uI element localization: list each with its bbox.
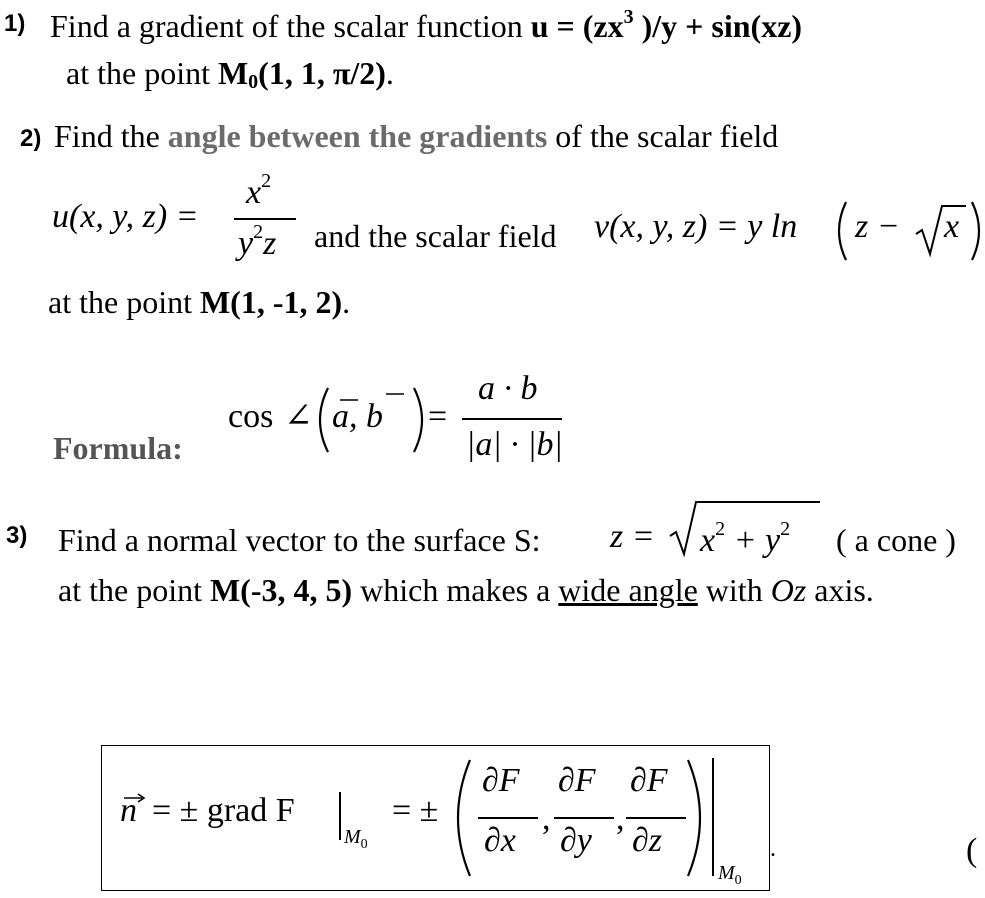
v-paren-expression xyxy=(830,196,984,266)
comma-2: , xyxy=(616,800,625,837)
cone-eq-lhs: z = xyxy=(610,518,655,555)
problem-3-with: with xyxy=(697,572,771,608)
problem-1-number: 1) xyxy=(4,10,26,37)
problem-2-line-1 xyxy=(54,118,778,155)
args-left-paren xyxy=(320,388,328,452)
v-inner: z − xyxy=(855,208,900,245)
args-right-paren xyxy=(414,388,422,452)
problem-2-number: 2) xyxy=(20,125,42,152)
problem-3-point-text: at the point xyxy=(58,572,210,608)
dx: ∂x xyxy=(484,822,516,859)
problem-1-point-text: at the point xyxy=(66,55,218,91)
problem-2-line-3 xyxy=(48,284,350,321)
v-sqrt-arg: x xyxy=(944,208,960,245)
problem-1-func-exp: 3 xyxy=(623,6,634,28)
formula-label: Formula: xyxy=(53,430,183,466)
eval-sub-m-2: M xyxy=(718,862,735,884)
problem-3-point: M(-3, 4, 5) xyxy=(209,572,353,608)
dF-z: ∂F xyxy=(630,762,668,799)
boxed-right-paren xyxy=(688,760,700,876)
boxed-eval-sub-2 xyxy=(718,862,742,889)
comma-1: , xyxy=(542,800,551,837)
dF-x: ∂F xyxy=(482,762,520,799)
cone-note: ( a cone ) xyxy=(836,522,956,558)
problem-3-line-1: Find a normal vector to the surface S: xyxy=(58,522,541,558)
formula-equals: = xyxy=(428,398,448,435)
formula-cos: cos xyxy=(228,398,274,435)
cone-exp-1: 2 xyxy=(715,518,726,540)
eval-sub-idx-2: 0 xyxy=(734,873,742,888)
problem-1-period: . xyxy=(385,55,394,91)
formula-args: a, b xyxy=(332,398,383,435)
boxed-left-paren xyxy=(458,760,470,876)
problem-2-point-text: at the point xyxy=(48,284,200,320)
problem-1-point-label: M xyxy=(217,55,249,91)
problem-1-point-sub: 0 xyxy=(248,71,259,93)
problem-2-period: . xyxy=(342,284,351,320)
connector-text: and the scalar field xyxy=(314,218,557,254)
oz-axis: Oz xyxy=(770,572,807,608)
problem-3-number: 3) xyxy=(6,522,28,549)
left-paren xyxy=(839,202,846,260)
eval-sub-idx: 0 xyxy=(360,837,368,852)
problem-1-func-eq: = (zx xyxy=(548,8,624,44)
problem-1-func-rest: )/y + sin(xz) xyxy=(633,8,803,44)
dy: ∂y xyxy=(560,822,592,859)
cone-x: x xyxy=(700,522,716,559)
problem-1-line-2 xyxy=(66,55,394,94)
formula-fraction-bar xyxy=(462,418,562,420)
boxed-end-dot: . xyxy=(770,836,776,862)
boxed-eval-bar-1 xyxy=(339,792,341,840)
eval-sub-m: M xyxy=(344,826,361,848)
edge-paren-glyph: ( xyxy=(966,832,978,869)
problem-1-text: Find a gradient of the scalar function xyxy=(50,8,531,44)
problem-1-func-u: u xyxy=(530,8,549,44)
problem-3-end: axis. xyxy=(806,572,874,608)
problem-2-text: Find the xyxy=(54,118,168,154)
problem-3-mid-text: which makes a xyxy=(352,572,559,608)
boxed-eval-bar-2 xyxy=(712,758,714,876)
u-den-exp: 2 xyxy=(253,221,264,243)
cone-plus-y: + y xyxy=(733,522,781,559)
right-paren xyxy=(972,202,979,260)
dF-y: ∂F xyxy=(558,762,596,799)
problem-2-text-end: of the scalar field xyxy=(547,118,779,154)
formula-angle-symbol: ∠ xyxy=(284,398,313,435)
formula-numerator: a · b xyxy=(478,370,538,407)
dz: ∂z xyxy=(632,822,663,859)
problem-1-point-coords: (1, 1, π/2) xyxy=(258,55,386,91)
problem-1-line-1 xyxy=(50,6,802,45)
u-den-z: z xyxy=(263,225,277,262)
formula-denominator: |a| · |b| xyxy=(466,426,563,463)
problem-3-line-2 xyxy=(58,572,874,609)
wide-angle-text: wide angle xyxy=(558,572,698,608)
boxed-grad: = ± grad F xyxy=(152,792,295,829)
u-den-y: y xyxy=(238,225,254,262)
u-lhs: u(x, y, z) = xyxy=(52,198,199,235)
boxed-eval-sub-1 xyxy=(344,826,368,853)
boxed-n: n xyxy=(120,792,137,829)
cone-eq-body xyxy=(700,518,790,560)
problem-2-highlight: angle between the gradients xyxy=(167,118,548,154)
u-denominator xyxy=(238,221,276,263)
problem-2-point: M(1, -1, 2) xyxy=(199,284,343,320)
u-numerator xyxy=(246,170,271,212)
u-num-x: x xyxy=(246,174,262,211)
boxed-eq-pm: = ± xyxy=(392,792,439,829)
u-num-exp: 2 xyxy=(261,170,272,192)
u-fraction-bar xyxy=(234,218,296,220)
v-lhs: v(x, y, z) = y ln xyxy=(594,208,798,245)
cone-exp-2: 2 xyxy=(780,518,791,540)
